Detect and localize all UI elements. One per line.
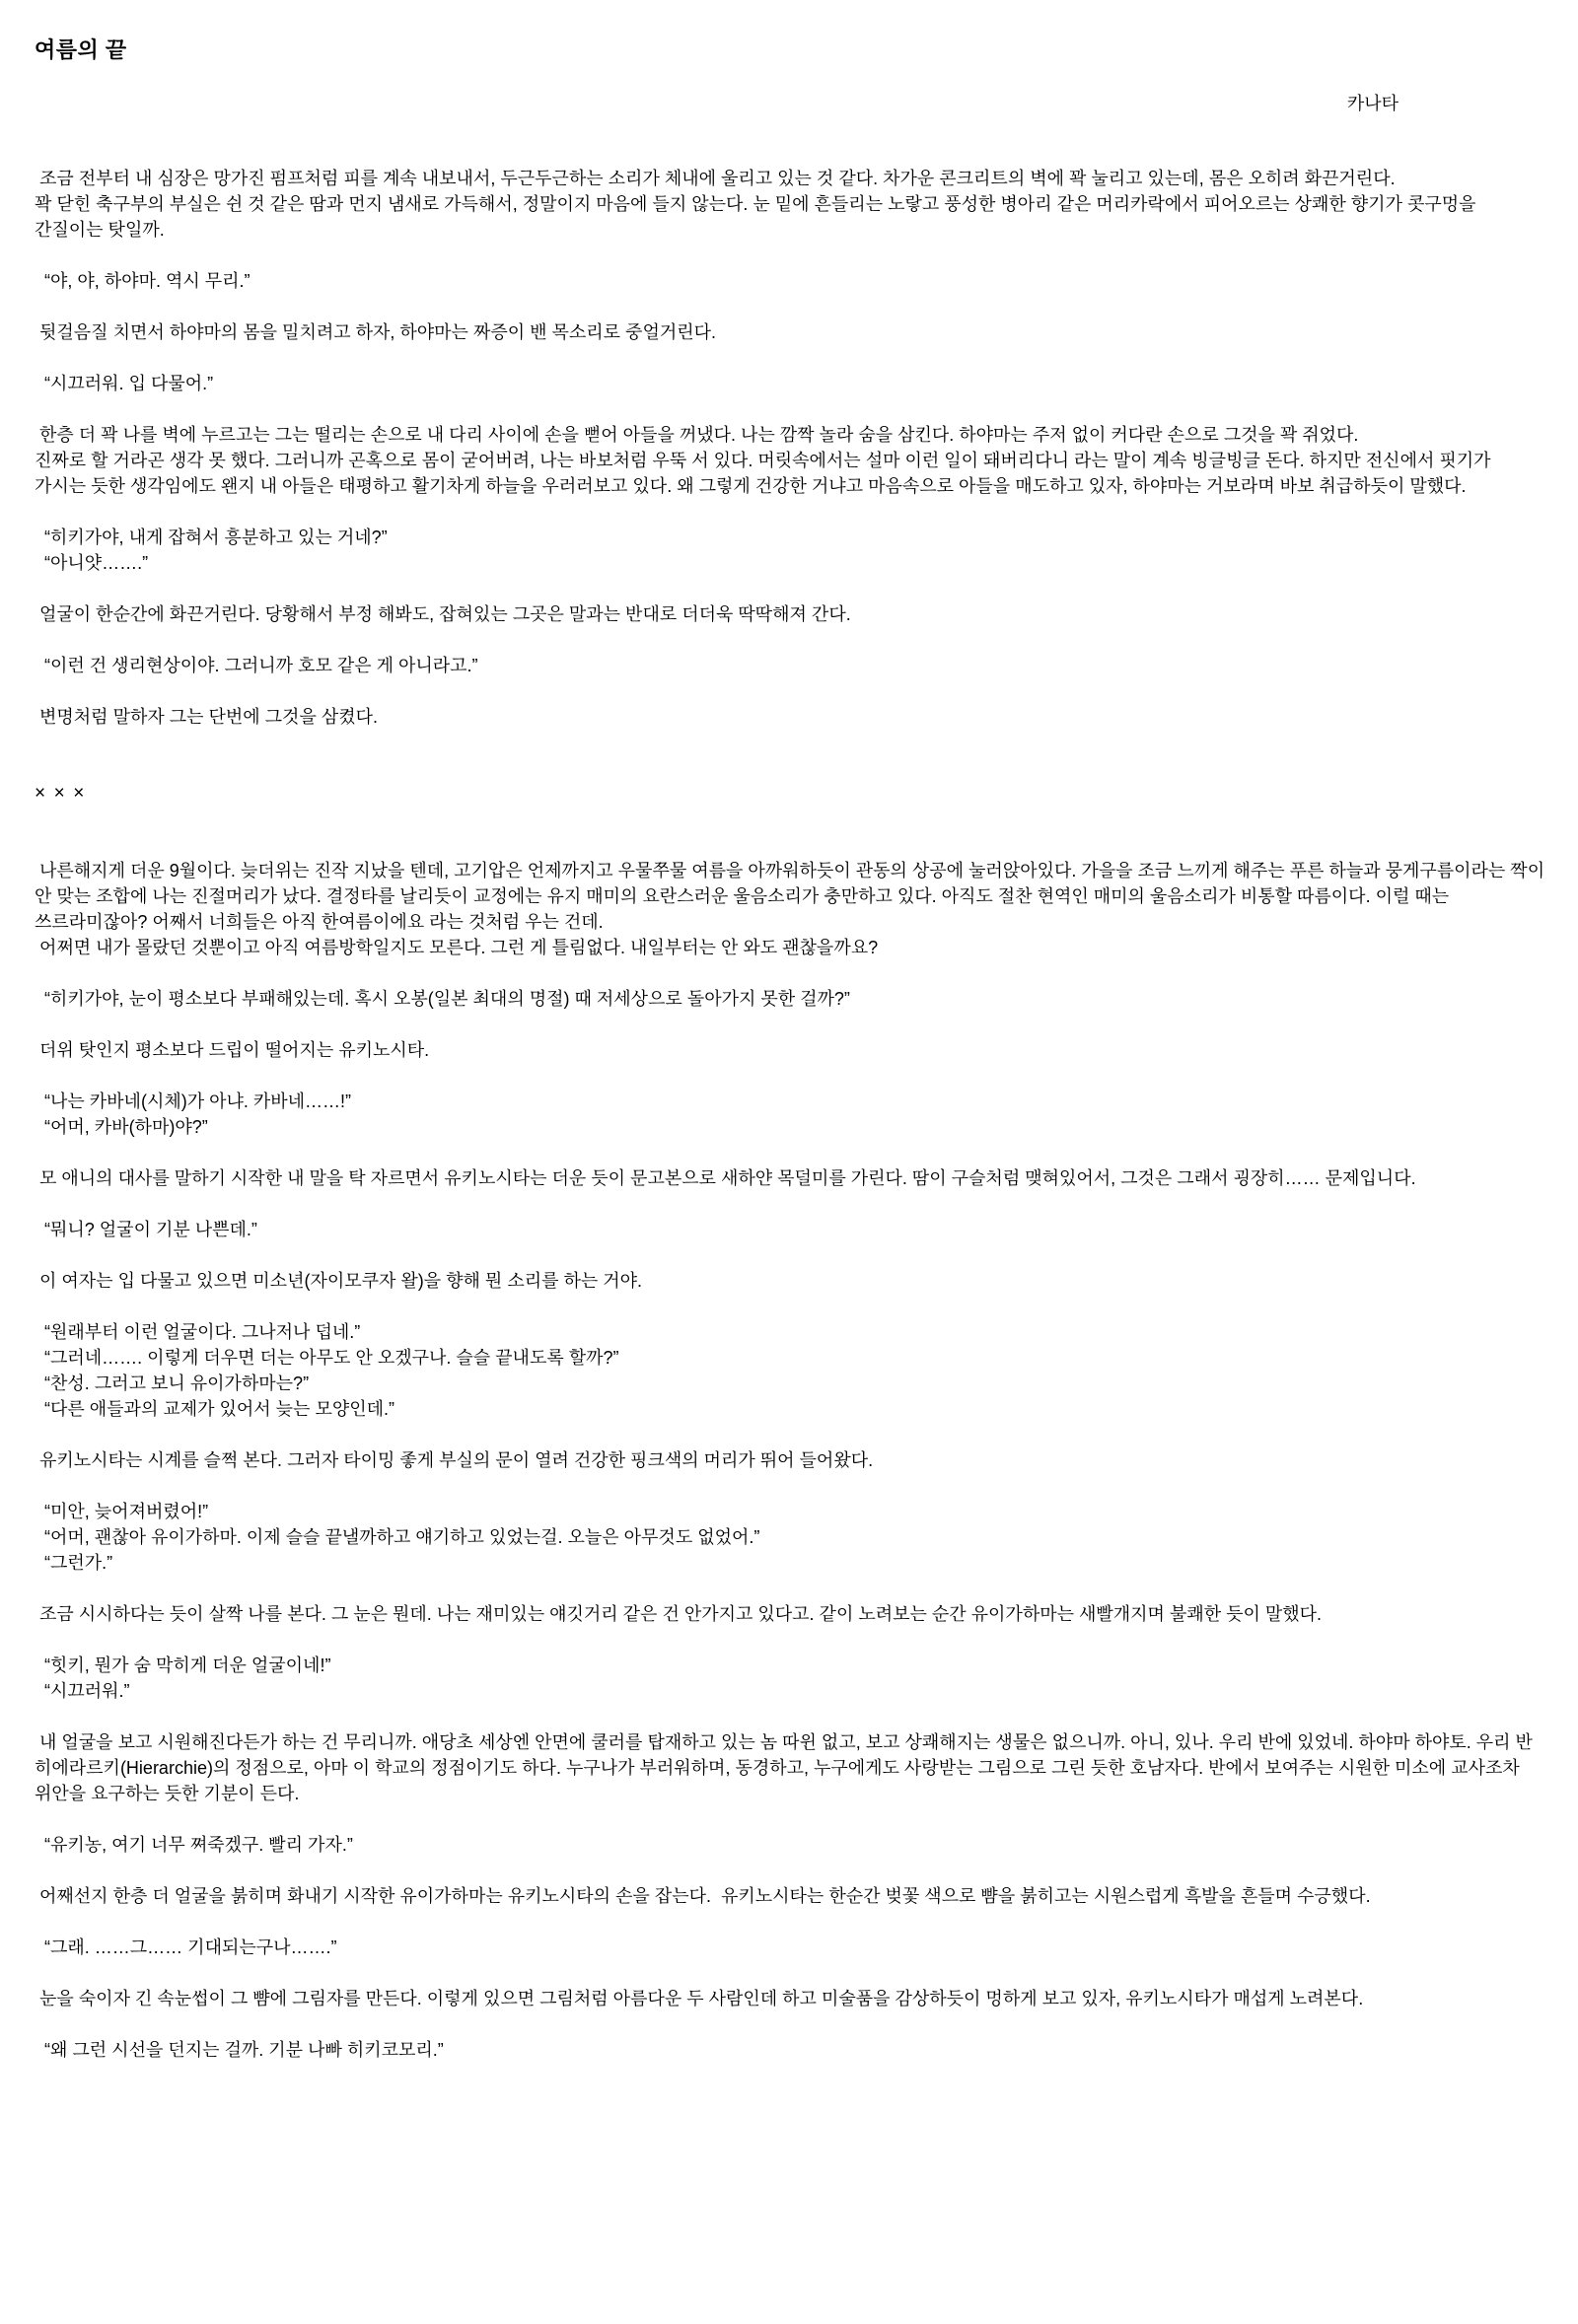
blank-line [35, 396, 1546, 422]
blank-line [35, 1960, 1546, 1986]
blank-line [35, 294, 1546, 319]
text-line: 뒷걸음질 치면서 하야마의 몸을 밀치려고 하자, 하야마는 짜증이 밴 목소리로 중얼거린다. [35, 322, 716, 342]
blank-line [35, 1704, 1546, 1729]
text-line: 더위 탓인지 평소보다 드립이 떨어지는 유키노시타. [35, 1040, 430, 1060]
text-line: 조금 시시하다는 듯이 살짝 나를 본다. 그 눈은 뭔데. 나는 재미있는 얘깃거리 같은 건 안가지고 있다고. 같이 노려보는 순간 유이가하마는 새빨개지며 불쾌한 듯이 말했다. [35, 1604, 1323, 1624]
text-line: 눈을 숙이자 긴 속눈썹이 그 뺨에 그림자를 만든다. 이렇게 있으면 그림처럼 아름다운 두 사람인데 하고 미술품을 감상하듯이 멍하게 보고 있자, 유키노시타가 매섭게 노려본다. [35, 1989, 1364, 2008]
text-line: 이 여자는 입 다물고 있으면 미소년(자이모쿠자 왈)을 향해 뭔 소리를 하는 거야. [35, 1271, 643, 1291]
text-line: “이런 건 생리현상이야. 그러니까 호모 같은 게 아니라고.” [35, 656, 478, 675]
blank-line [35, 730, 1546, 755]
blank-line [35, 1806, 1546, 1832]
blank-line [35, 345, 1546, 371]
text-line: 나른해지게 더운 9월이다. 늦더위는 진작 지났을 텐데, 고기압은 언제까지고 우물쭈물 여름을 아까워하듯이 관동의 상공에 눌러앉아있다. 가을을 조금 느끼게 해주는 푸른 하늘과 뭉게구름이라는 짝이 안 맞는 조합에 나는 진절머리가 났다. 결정타를 날리듯이 교정에는 유지 매미의 요란스러운 울음소리가 충만하고 있다. 아직도 절찬 현역인 매미의 울음소리가 비통할 따름이다. 이럴 때는 쓰르라미잖아? 어째서 너희들은 아직 한여름이에요 라는 것처럼 우는 건데. [35, 861, 1550, 932]
text-line: 어쩌면 내가 몰랐던 것뿐이고 아직 여름방학일지도 모른다. 그런 게 틀림없다. 내일부터는 안 와도 괜찮을까요? [35, 938, 879, 957]
text-line: “히키가야, 내게 잡혀서 흥분하고 있는 거네?” [35, 528, 388, 547]
blank-line [35, 627, 1546, 653]
text-line: “원래부터 이런 얼굴이다. 그나저나 덥네.” [35, 1322, 361, 1342]
text-line: “다른 애들과의 교제가 있어서 늦는 모양인데.” [35, 1399, 394, 1419]
blank-line [35, 1242, 1546, 1268]
blank-line [35, 1294, 1546, 1319]
blank-line [35, 576, 1546, 601]
blank-line [35, 1909, 1546, 1935]
text-line: 진짜로 할 거라곤 생각 못 했다. 그러니까 곤혹으로 몸이 굳어버려, 나는 바보처럼 우뚝 서 있다. 머릿속에서는 설마 이런 일이 돼버리다니 라는 말이 계속 빙글빙글 돈다. 하지만 전신에서 핏기가 가시는 듯한 생각임에도 왠지 내 아들은 태평하고 활기차게 하늘을 우러러보고 있다. 왜 그렇게 건강한 거냐고 마음속으로 아들을 매도하고 있자, 하야마는 거보라며 바보 취급하듯이 말했다. [35, 451, 1496, 496]
text-line: 유키노시타는 시계를 슬쩍 본다. 그러자 타이밍 좋게 부실의 문이 열려 건강한 핑크색의 머리가 뛰어 들어왔다. [35, 1450, 874, 1470]
text-line: 어째선지 한층 더 얼굴을 붉히며 화내기 시작한 유이가하마는 유키노시타의 손을 잡는다. 유키노시타는 한순간 벚꽃 색으로 뺨을 붉히고는 시원스럽게 흑발을 흔들며 수긍했다. [35, 1886, 1371, 1906]
section-divider: ××× [35, 783, 93, 804]
text-line: “시끄러워. 입 다물어.” [35, 374, 214, 393]
blank-line [35, 243, 1546, 268]
text-line: “그런가.” [35, 1553, 113, 1573]
text-line: “어머, 괜찮아 유이가하마. 이제 슬슬 끝낼까하고 얘기하고 있었는걸. 오늘은 아무것도 없었어.” [35, 1527, 760, 1547]
text-line: 변명처럼 말하자 그는 단번에 그것을 삼켰다. [35, 707, 379, 727]
blank-line [35, 755, 1546, 781]
page-title: 여름의 끝 [35, 37, 127, 62]
blank-line [35, 2011, 1546, 2037]
blank-line [35, 1140, 1546, 1165]
text-line: “히키가야, 눈이 평소보다 부패해있는데. 혹시 오봉(일본 최대의 명절) 때 저세상으로 돌아가지 못한 걸까?” [35, 989, 850, 1009]
text-line: “그러네……. 이렇게 더우면 더는 아무도 안 오겠구나. 슬슬 끝내도록 할까?” [35, 1348, 619, 1368]
text-line: “어머, 카바(하마)야?” [35, 1117, 208, 1137]
text-line: “아니얏…….” [35, 553, 149, 573]
text-line: 꽉 닫힌 축구부의 부실은 쉰 것 같은 땀과 먼지 냄새로 가득해서, 정말이지 마음에 들지 않는다. 눈 밑에 흔들리는 노랗고 풍성한 병아리 같은 머리카락에서 피어오르는 상쾌한 향기가 콧구멍을 간질이는 탓일까. [35, 194, 1481, 240]
text-line: “야, 야, 하야마. 역시 무리.” [35, 271, 251, 291]
blank-line [35, 499, 1546, 525]
blank-line [35, 1422, 1546, 1447]
blank-line [35, 807, 1546, 832]
blank-line [35, 1012, 1546, 1037]
blank-line [35, 678, 1546, 704]
text-line: 조금 전부터 내 심장은 망가진 펌프처럼 피를 계속 내보내서, 두근두근하는 소리가 체내에 울리고 있는 것 같다. 차가운 콘크리트의 벽에 꽉 눌리고 있는데, 몸은 오히려 화끈거린다. [35, 169, 1396, 188]
text-line: “유키농, 여기 너무 쪄죽겠구. 빨리 가자.” [35, 1835, 353, 1855]
blank-line [35, 1191, 1546, 1217]
text-line: 얼굴이 한순간에 화끈거린다. 당황해서 부정 해봐도, 잡혀있는 그곳은 말과는 반대로 더더욱 딱딱해져 간다. [35, 604, 851, 624]
author-name: 카나타 [1346, 94, 1399, 113]
text-line: 내 얼굴을 보고 시원해진다든가 하는 건 무리니까. 애당초 세상엔 안면에 쿨러를 탑재하고 있는 놈 따윈 없고, 보고 상쾌해지는 생물은 없으니까. 아니, 있나. 우리 반에 있었네. 하야마 하야토. 우리 반 히에라르키(Hierarchie)의 정점으로, 아마 이 학교의 정점이기도 하다. 누구나가 부러워하며, 동경하고, 누구에게도 사랑받는 그림으로 그린 듯한 호남자다. 반에서 보여주는 시원한 미소에 교사조차 위안을 요구하는 듯한 기분이 든다. [35, 1732, 1538, 1803]
blank-line [35, 832, 1546, 858]
text-line: “찬성. 그러고 보니 유이가하마는?” [35, 1373, 310, 1393]
text-line: “그래. ……그…… 기대되는구나…….” [35, 1937, 337, 1957]
text-line: “미안, 늦어져버렸어!” [35, 1502, 209, 1521]
text-line: 모 애니의 대사를 말하기 시작한 내 말을 탁 자르면서 유키노시타는 더운 듯이 문고본으로 새하얀 목덜미를 가린다. 땀이 구슬처럼 맺혀있어서, 그것은 그래서 굉장히…… 문제입니다. [35, 1168, 1416, 1188]
text-line: “힛키, 뭔가 숨 막히게 더운 얼굴이네!” [35, 1655, 331, 1675]
text-line: “뭐니? 얼굴이 기분 나쁜데.” [35, 1220, 257, 1239]
blank-line [35, 1063, 1546, 1089]
blank-line [35, 1627, 1546, 1653]
text-line: 한층 더 꽉 나를 벽에 누르고는 그는 떨리는 손으로 내 다리 사이에 손을 뻗어 아들을 꺼냈다. 나는 깜짝 놀라 숨을 삼킨다. 하야마는 주저 없이 커다란 손으로 그것을 꽉 쥐었다. [35, 425, 1359, 445]
text-line: “시끄러워.” [35, 1681, 130, 1701]
blank-line [35, 960, 1546, 986]
blank-line [35, 1858, 1546, 1883]
text-line: “나는 카바네(시체)가 아냐. 카바네……!” [35, 1092, 352, 1111]
document-body [35, 166, 1550, 2063]
blank-line [35, 1576, 1546, 1601]
blank-line [35, 1473, 1546, 1499]
text-line: “왜 그런 시선을 던지는 걸까. 기분 나빠 히키코모리.” [35, 2040, 444, 2060]
